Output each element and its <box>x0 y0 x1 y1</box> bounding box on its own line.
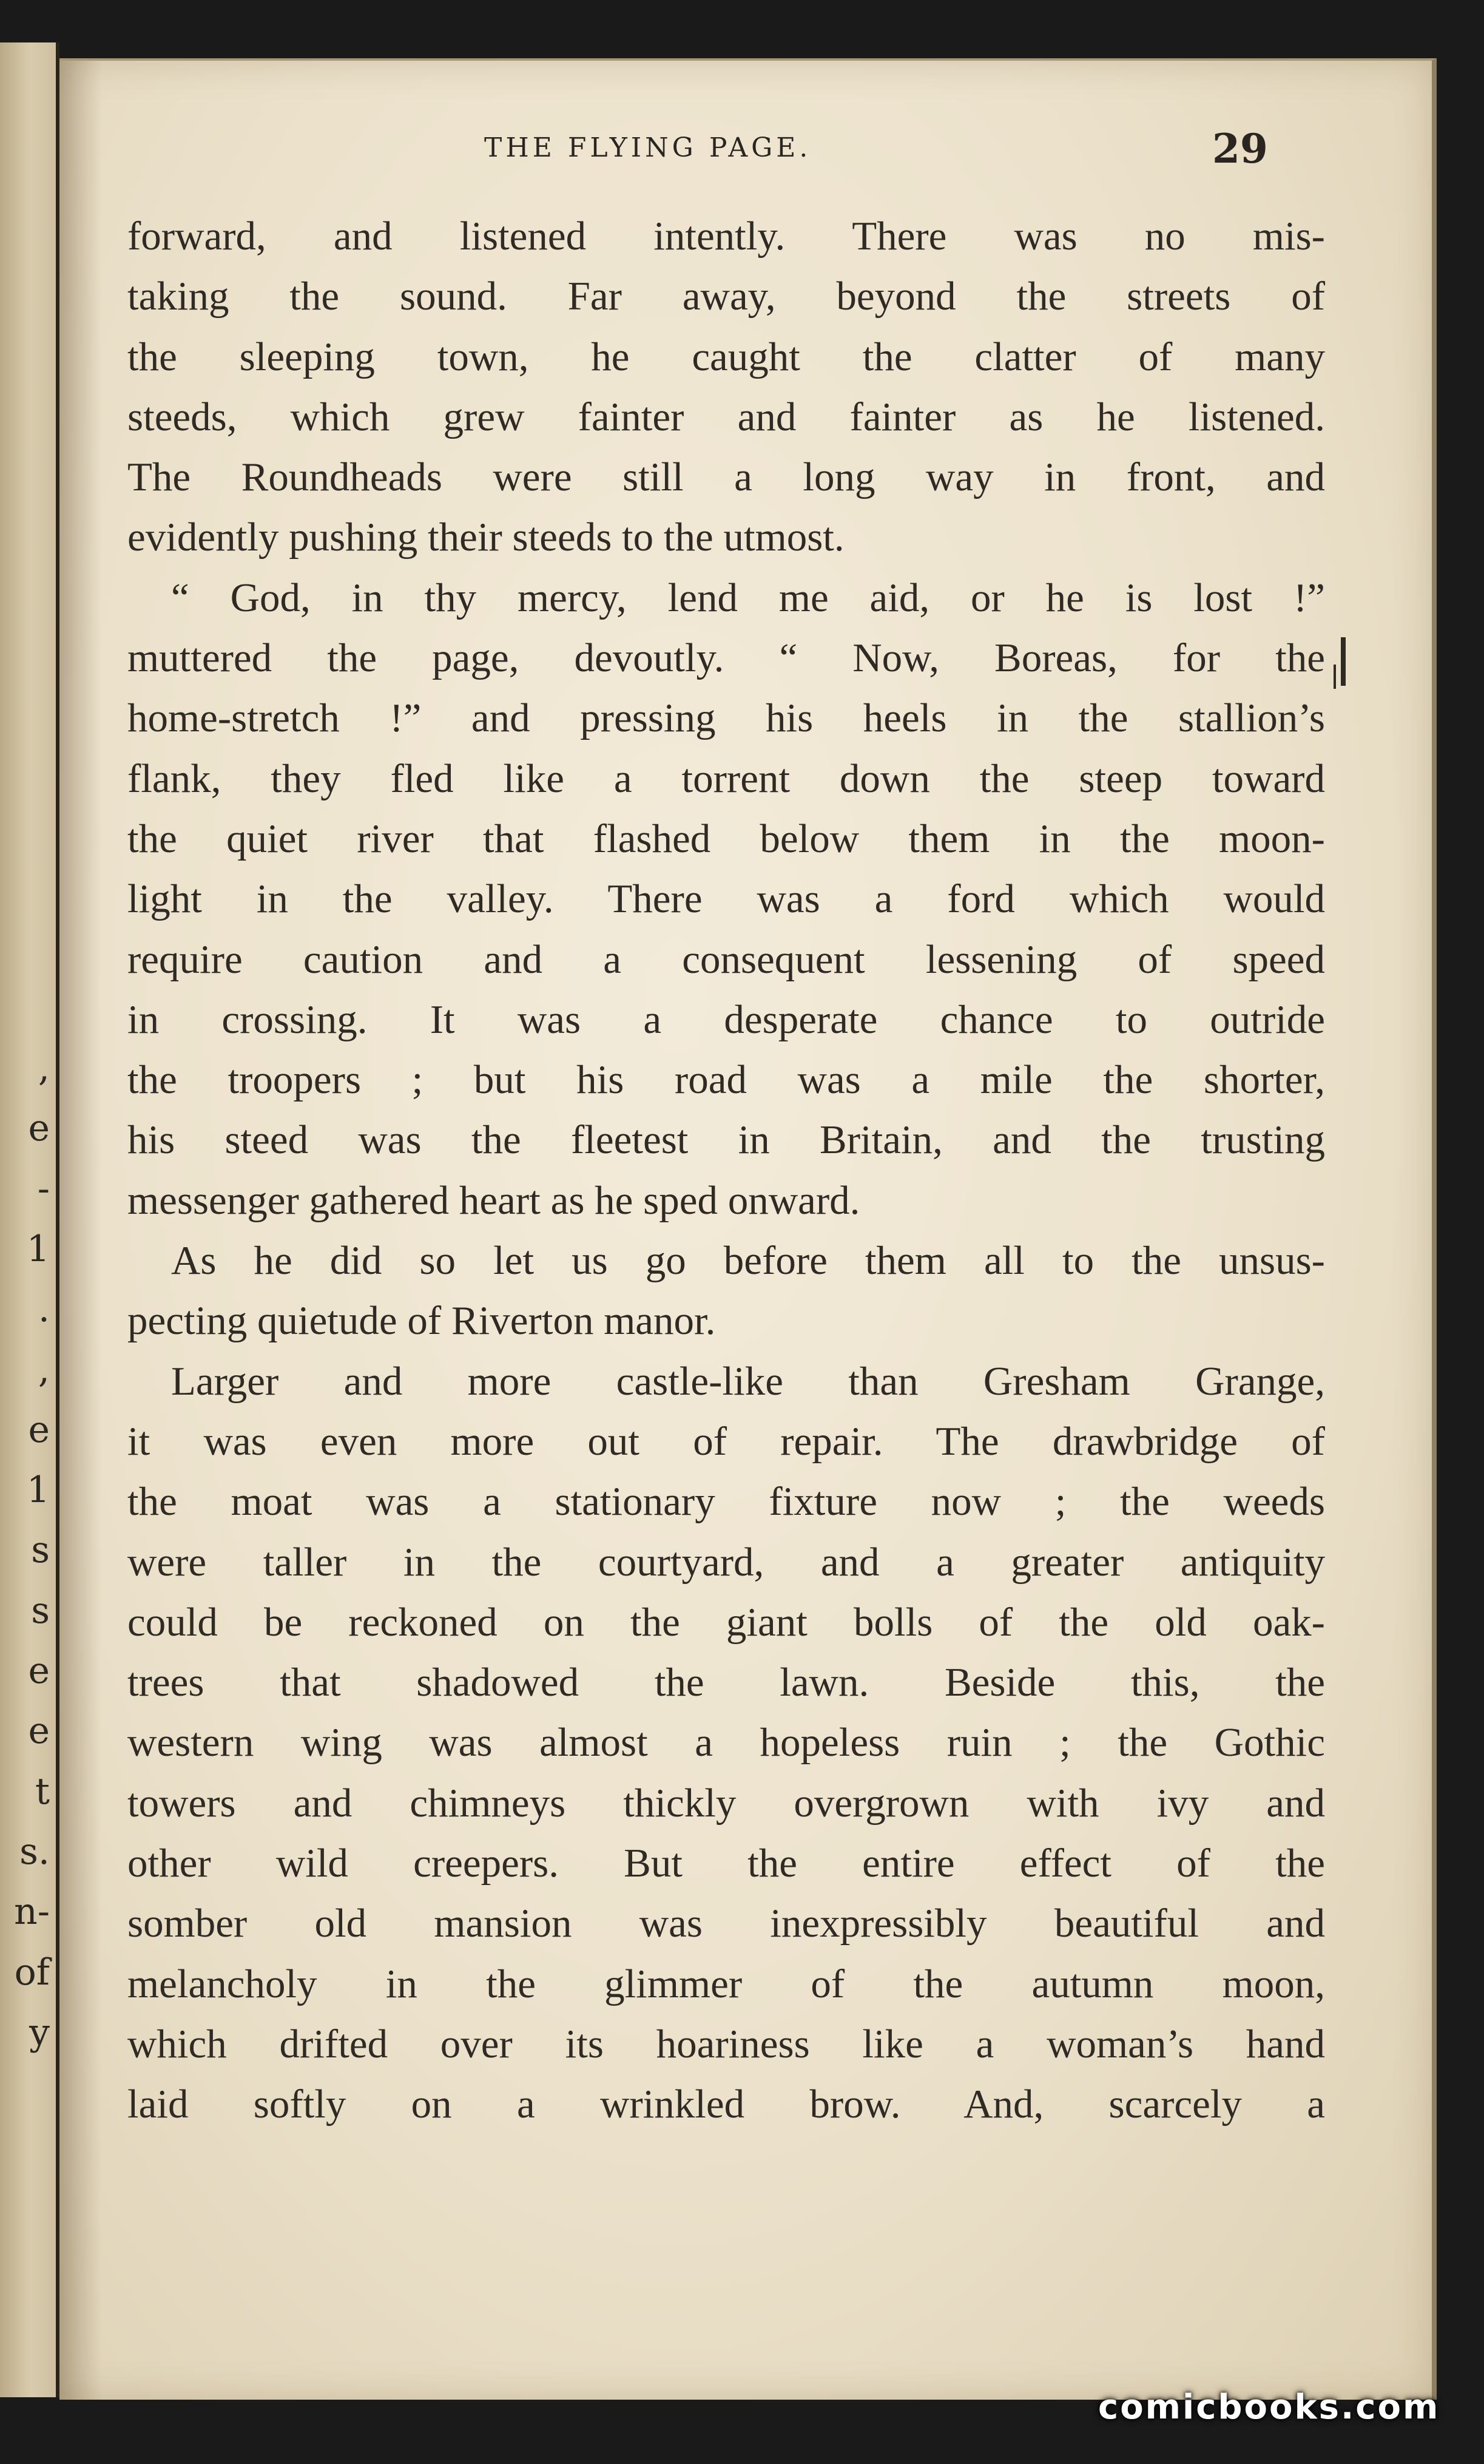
text-line: messenger gathered heart as he sped onward. <box>127 1177 860 1223</box>
text-line: muttered the page, devoutly. “ Now, Boreas, for the <box>127 635 1325 681</box>
previous-page-fragment: 1 <box>26 1469 50 1512</box>
text-line: require caution and a consequent lessening of speed <box>127 936 1325 982</box>
previous-page-fragment: y <box>29 2011 50 2054</box>
text-line: evidently pushing their steeds to the utmost. <box>127 515 845 560</box>
text-line: western wing was almost a hopeless ruin ; the Gothic <box>127 1720 1325 1765</box>
previous-page-fragment: s <box>31 1529 50 1572</box>
previous-page-fragment: , <box>38 1047 50 1089</box>
page-number: 29 <box>1212 125 1268 172</box>
text-line: As he did so let us go before them all to the unsus- <box>171 1238 1325 1284</box>
running-head: THE FLYING PAGE. <box>484 132 812 163</box>
previous-page-fragment: of <box>14 1951 50 1994</box>
body-text <box>127 206 1325 2135</box>
text-line: melancholy in the glimmer of the autumn moon, <box>127 1961 1325 2006</box>
book-page <box>59 58 1437 2400</box>
text-line: the sleeping town, he caught the clatter of many <box>127 334 1325 379</box>
text-line: flank, they fled like a torrent down the steep toward <box>127 756 1325 801</box>
text-line: his steed was the fleetest in Britain, and the trusting <box>127 1117 1325 1163</box>
previous-page-fragment: n- <box>14 1890 50 1934</box>
text-line: could be reckoned on the giant bolls of the old oak- <box>127 1599 1325 1645</box>
previous-page-fragment: e <box>28 1710 50 1753</box>
text-line: “ God, in thy mercy, lend me aid, or he is lost !” <box>171 575 1325 620</box>
text-line: the quiet river that flashed below them in the moon- <box>127 816 1325 861</box>
previous-page-fragment: e <box>28 1408 50 1451</box>
previous-page-edge <box>0 42 59 2397</box>
previous-page-fragment: s <box>31 1589 50 1632</box>
text-line: forward, and listened intently. There was no mis- <box>127 214 1325 259</box>
previous-page-fragment: - <box>37 1167 50 1210</box>
text-line: which drifted over its hoariness like a woman’s hand <box>127 2021 1325 2066</box>
text-line: Larger and more castle-like than Gresham Grange, <box>171 1358 1325 1404</box>
gutter-shadow <box>59 61 102 2400</box>
previous-page-fragment: t <box>35 1770 50 1813</box>
text-line: laid softly on a wrinkled brow. And, scarcely a <box>127 2082 1325 2127</box>
text-line: taking the sound. Far away, beyond the streets of <box>127 274 1325 319</box>
text-line: it was even more out of repair. The drawbridge of <box>127 1418 1325 1464</box>
text-line: steeds, which grew fainter and fainter as he listened. <box>127 394 1325 439</box>
margin-ink-mark-thin <box>1334 665 1336 689</box>
text-line: were taller in the courtyard, and a greater antiquity <box>127 1539 1325 1585</box>
previous-page-fragment: 1 <box>26 1227 50 1270</box>
text-line: The Roundheads were still a long way in front, and <box>127 455 1325 500</box>
text-line: light in the valley. There was a ford which would <box>127 876 1325 922</box>
text-line: somber old mansion was inexpressibly beautiful and <box>127 1901 1325 1946</box>
text-line: pecting quietude of Riverton manor. <box>127 1298 716 1344</box>
previous-page-fragment: , <box>38 1348 50 1391</box>
previous-page-fragment: . <box>38 1288 50 1331</box>
text-line: the troopers ; but his road was a mile the shorter, <box>127 1057 1325 1103</box>
previous-page-fragment: e <box>28 1650 50 1692</box>
margin-ink-mark <box>1341 637 1346 686</box>
text-line: home-stretch !” and pressing his heels in the stallion’s <box>127 696 1325 741</box>
text-line: trees that shadowed the lawn. Beside this, the <box>127 1660 1325 1705</box>
previous-page-fragment: s. <box>19 1830 50 1873</box>
text-line: other wild creepers. But the entire effect of the <box>127 1841 1325 1886</box>
text-line: in crossing. It was a desperate chance to outride <box>127 997 1325 1042</box>
previous-page-letter-fragments <box>0 42 56 2397</box>
site-watermark: comicbooks.com <box>1098 2388 1440 2427</box>
text-line: towers and chimneys thickly overgrown with ivy and <box>127 1780 1325 1826</box>
previous-page-fragment: e <box>28 1107 50 1150</box>
text-line: the moat was a stationary fixture now ; the weeds <box>127 1479 1325 1525</box>
